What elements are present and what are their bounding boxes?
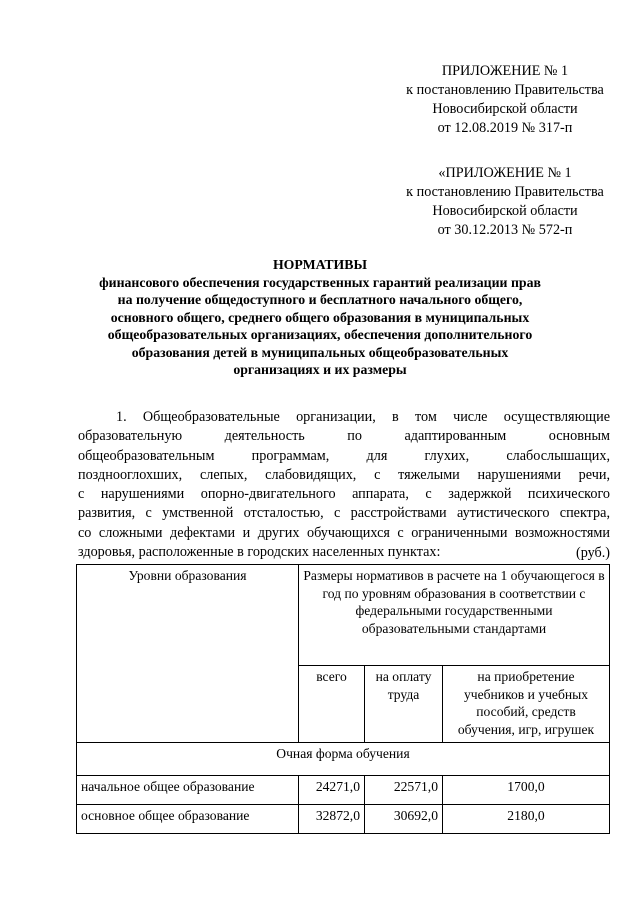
cell-total: 24271,0 — [299, 776, 365, 805]
currency-unit: (руб.) — [575, 545, 610, 561]
paragraph-line: развития, с умственной отсталостью, с расстройствами аутистического спектра, — [78, 505, 610, 522]
annex-region: Новосибирской области — [432, 203, 578, 219]
title-line: основного общего, среднего общего образования в муниципальных — [110, 309, 530, 325]
header-textbooks: на приобретение учебников и учебных пособий, средств обучения, игр, игрушек — [443, 666, 610, 743]
paragraph-line: общеобразовательным программам, для глухих, слабослышащих, — [78, 447, 610, 464]
header-salary: на оплату труда — [365, 666, 443, 743]
paragraph-line: 1. Общеобразовательные организации, в том числе осуществляющие — [116, 409, 610, 425]
table-row — [77, 776, 610, 805]
cell-salary: 30692,0 — [365, 805, 443, 834]
education-form: Очная форма обучения — [77, 743, 610, 776]
title-line: организациях и их размеры — [233, 362, 407, 377]
title-line: общеобразовательных организациях, обеспечения дополнительного — [107, 327, 533, 342]
annex-ref: к постановлению Правительства — [406, 82, 604, 98]
annex-title: ПРИЛОЖЕНИЕ № 1 — [441, 63, 569, 79]
annex-header-current — [370, 62, 640, 138]
title-line: на получение общедоступного и бесплатного начального общего, — [117, 292, 523, 307]
title-line: финансового обеспечения государственных гарантий реализации прав — [99, 274, 541, 290]
header-total: всего — [299, 666, 365, 743]
cell-salary: 22571,0 — [365, 776, 443, 805]
annex-title: «ПРИЛОЖЕНИЕ № 1 — [438, 165, 572, 181]
header-sizes: Размеры нормативов в расчете на 1 обучающегося в год по уровням образования в соответствии с федеральными государственными образовательными стандартами — [299, 565, 610, 666]
table-section-row — [77, 743, 610, 776]
title-line: образования детей в муниципальных общеобразовательных — [131, 344, 509, 360]
paragraph-line: позднооглохших, слепых, слабовидящих, с тяжелыми нарушениями речи, — [78, 466, 610, 483]
annex-header-previous — [370, 164, 640, 240]
paragraph-line: с нарушениями опорно-двигательного аппарата, с задержкой психического — [78, 486, 610, 503]
table-row — [77, 805, 610, 834]
annex-ref: к постановлению Правительства — [406, 184, 604, 200]
cell-textbooks: 2180,0 — [443, 805, 610, 834]
header-level: Уровни образования — [77, 565, 299, 743]
paragraph-line: со сложными дефектами и других обучающихся с ограниченными возможностями — [78, 524, 610, 541]
annex-date: от 12.08.2019 № 317-п — [437, 120, 573, 136]
paragraph-line: здоровья, расположенные в городских населенных пунктах: — [78, 544, 441, 561]
annex-date: от 30.12.2013 № 572-п — [437, 222, 573, 238]
paragraph-1 — [78, 408, 610, 562]
cell-level: основное общее образование — [77, 805, 299, 834]
cell-total: 32872,0 — [299, 805, 365, 834]
cell-textbooks: 1700,0 — [443, 776, 610, 805]
title-heading: НОРМАТИВЫ — [272, 257, 368, 272]
paragraph-line: образовательную деятельность по адаптированным основным — [78, 428, 610, 445]
norms-table — [76, 564, 610, 834]
annex-region: Новосибирской области — [432, 101, 578, 117]
cell-level: начальное общее образование — [77, 776, 299, 805]
table-header-row — [77, 565, 610, 666]
document-title — [40, 256, 600, 379]
